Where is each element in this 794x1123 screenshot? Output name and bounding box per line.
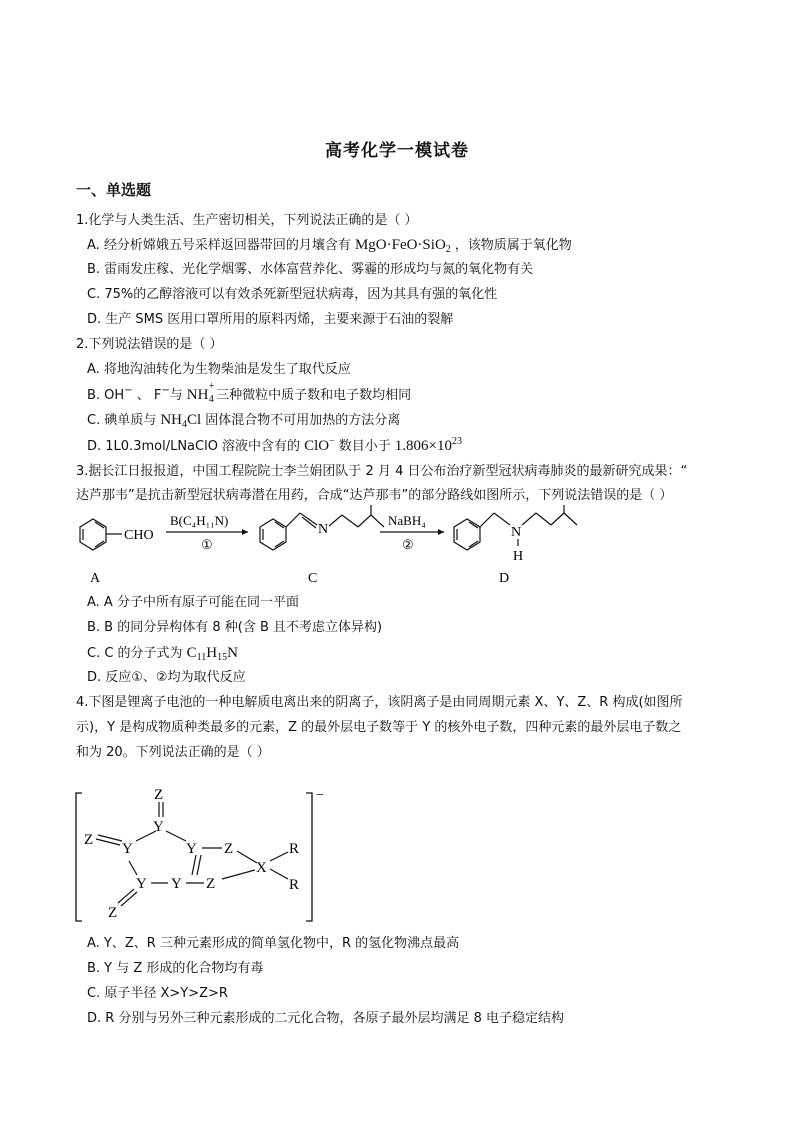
formula-subscript: 2 (445, 244, 451, 255)
q4-option-c: C. 原子半径 X>Y>Z>R (87, 986, 228, 1001)
formula-main: MgO·FeO·SiO (354, 237, 446, 253)
label-d: D (499, 571, 510, 586)
atom-r-top: R (289, 841, 300, 857)
formula-c-count: 11 (196, 652, 207, 663)
benzene-ring-c (260, 519, 286, 550)
q1-option-d: D. 生产 SMS 医用口罩所用的原料丙烯，主要来源于石油的裂解 (87, 312, 454, 327)
reagent-2: NaBH₄ (388, 513, 426, 528)
q1-option-b: B. 雷雨发庄稼、光化学烟雾、水体富营养化、雾霾的形成均与氮的氧化物有关 (87, 262, 534, 277)
q4-stem-line3: 和为 20。下列说法正确的是（ ） (76, 745, 270, 760)
q4-option-b: B. Y 与 Z 形成的化合物均有毒 (87, 961, 264, 976)
q2-c-tail: 固体混合物不可用加热的方法分离 (205, 413, 401, 428)
q3-option-c (87, 644, 242, 663)
q2-b-oh-charge: − (124, 385, 133, 396)
q2-b-oh: B. OH (87, 388, 125, 403)
amine-hydrogen: H (513, 549, 524, 564)
ammonium-subscript: 4 (208, 394, 214, 405)
q2-c-text: C. 碘单质与 (87, 413, 157, 428)
ammonium-charge: + (208, 381, 215, 392)
q2-b-tail: 三种微粒中质子数和电子数均相同 (216, 388, 412, 403)
q2-option-c (87, 411, 400, 430)
ion-clo: ClO (304, 438, 330, 454)
imine-nitrogen: N (318, 522, 329, 537)
step-2: ② (402, 537, 414, 552)
formula-cl: Cl (187, 412, 202, 428)
anion-structure (70, 775, 340, 930)
atom-x: X (256, 860, 267, 876)
q2-d-number (395, 438, 462, 454)
formula-n: N (227, 645, 238, 661)
ammonium-nh: NH (186, 387, 209, 403)
q2-option-a: A. 将地沟油转化为生物柴油是发生了取代反应 (87, 362, 351, 377)
atom-y-right: Y (186, 841, 197, 857)
q1-option-a-text: A. 经分析嫦娥五号采样返回器带回的月壤含有 (87, 238, 351, 253)
atom-r-bottom: R (289, 877, 300, 893)
q3-stem-line2: 达芦那韦”是抗击新型冠状病毒潜在用药，合成“达芦那韦”的部分路线如图所示，下列说法错误的是（ ） (76, 488, 673, 503)
benzene-ring-d (454, 519, 480, 550)
q2-b-ammonium (186, 381, 215, 405)
q2-b-and: 与 (169, 388, 183, 403)
q2-option-b (87, 381, 412, 405)
atom-y-top: Y (153, 819, 164, 835)
q4-stem-line1: 4.下图是锂离子电池的一种电解质电离出来的阴离子，该阴离子是由同周期元素 X、Y、Z、R 构成(如图所 (76, 695, 683, 710)
q3-c-formula (187, 645, 238, 661)
atom-y-bottom-mid: Y (171, 876, 182, 892)
q2-b-f: 、 F (132, 388, 162, 403)
atom-y-bottom-left: Y (136, 876, 147, 892)
atom-z-bottom: Z (206, 876, 216, 892)
atom-z-top: Z (154, 787, 164, 803)
amine-nitrogen: N (511, 525, 522, 540)
aldehyde-label: CHO (124, 528, 154, 543)
q1-stem: 1.化学与人类生活、生产密切相关，下列说法正确的是（ ） (76, 213, 418, 228)
q2-b-f-charge: − (161, 385, 170, 396)
q1-option-a-formula (355, 237, 451, 253)
q2-d-text: D. 1L0.3mol/LNaClO 溶液中含有的 (87, 439, 301, 454)
label-a: A (90, 571, 101, 586)
q1-option-a (87, 236, 572, 255)
structure-brackets (76, 793, 312, 921)
formula-h: H (206, 645, 218, 661)
atom-z-left: Z (84, 832, 94, 848)
q2-option-d (87, 437, 466, 456)
step-1: ① (201, 537, 213, 552)
atom-z-bottom-left: Z (108, 905, 118, 921)
q3-option-a: A. A 分子中所有原子可能在同一平面 (87, 595, 299, 610)
formula-c: C (186, 645, 197, 661)
q2-d-mid: 数目小于 (338, 439, 391, 454)
formula-nh: NH (160, 412, 183, 428)
q4-stem-line2: 示)，Y 是构成物质种类最多的元素，Z 的最外层电子数等于 Y 的核外电子数，四种元素的最外层电子数之 (76, 720, 682, 735)
q3-stem-line1: 3.据长江日报报道，中国工程院院士李兰娟团队于 2 月 4 日公布治疗新型冠状病毒肺炎的最新研究成果：“ (76, 464, 688, 479)
synthesis-scheme (70, 505, 630, 590)
arrow-head-2 (438, 529, 444, 535)
number-base: 1.806×10 (394, 438, 452, 454)
section-heading: 一、单选题 (76, 181, 152, 199)
imine-chain (286, 505, 384, 528)
amine-chain (480, 505, 577, 546)
q4-option-a: A. Y、Z、R 三种元素形成的简单氢化物中，R 的氢化物沸点最高 (87, 936, 460, 951)
q1-option-a-tail: ，该物质属于氧化物 (454, 238, 572, 253)
reagent-1: B(C₄H₁₁N) (170, 513, 229, 528)
ion-charge: − (329, 436, 335, 447)
atom-y-left: Y (122, 841, 133, 857)
benzene-ring-a (80, 519, 106, 550)
q1-option-c: C. 75%的乙醇溶液可以有效杀死新型冠状病毒，因为其具有强的氧化性 (87, 287, 498, 302)
formula-h-count: 15 (217, 652, 228, 663)
q2-stem: 2.下列说法错误的是（ ） (76, 337, 223, 352)
anion-charge: − (316, 788, 324, 803)
q3-option-d: D. 反应①、②均为取代反应 (87, 670, 246, 685)
arrow-head-1 (242, 529, 248, 535)
page-title: 高考化学一模试卷 (325, 141, 469, 161)
q3-option-b: B. B 的同分异构体有 8 种(含 B 且不考虑立体异构) (87, 620, 383, 635)
label-c: C (308, 571, 318, 586)
formula-subscript: 4 (182, 419, 188, 430)
q2-d-ion (304, 438, 335, 454)
number-exponent: 23 (451, 436, 462, 447)
atom-z-mid: Z (224, 841, 234, 857)
q3-c-text: C. C 的分子式为 (87, 646, 183, 661)
q2-c-formula (160, 412, 201, 428)
q4-option-d: D. R 分别与另外三种元素形成的二元化合物，各原子最外层均满足 8 电子稳定结构 (87, 1011, 564, 1026)
